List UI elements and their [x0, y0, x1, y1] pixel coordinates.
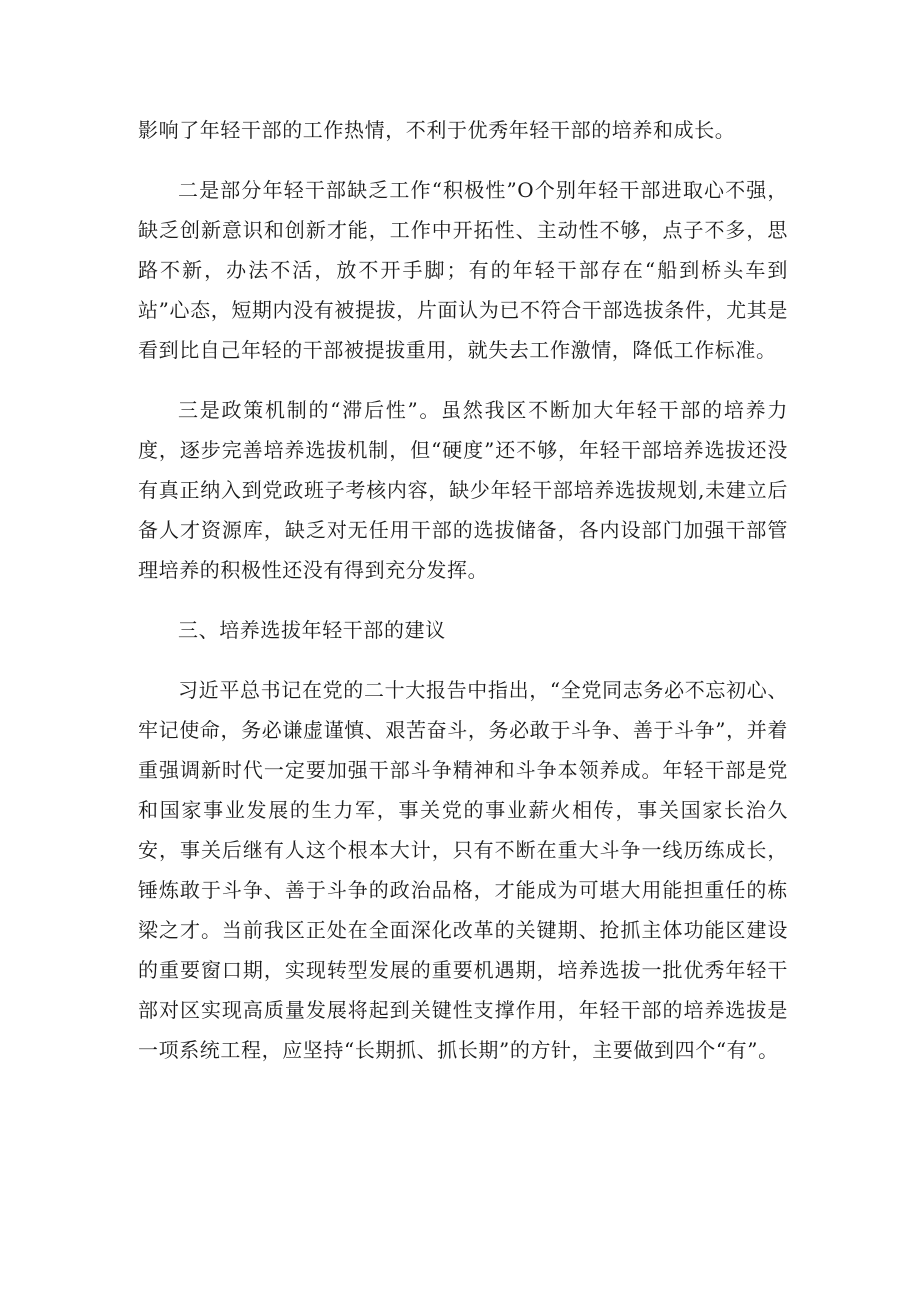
document-page: [138, 110, 788, 1070]
paragraph-recommendations: 习近平总书记在党的二十大报告中指出，“全党同志务必不忘初心、牢记使命，务必谦虚谨慎、艰苦奋斗，务必敢于斗争、善于斗争”，并着重强调新时代一定要加强干部斗争精神和斗争本领养成。年轻干部是党和国家事业发展的生力军，事关党的事业薪火相传，事关国家长治久安，事关后继有人这个根本大计，只有不断在重大斗争一线历练成长，锤炼敢于斗争、善于斗争的政治品格，才能成为可堪大用能担重任的栋梁之才。当前我区正处在全面深化改革的关键期、抢抓主体功能区建设的重要窗口期，实现转型发展的重要机遇期，培养选拔一批优秀年轻干部对区实现高质量发展将起到关键性支撑作用，年轻干部的培养选拔是一项系统工程，应坚持“长期抓、抓长期”的方针，主要做到四个“有”。: [138, 678, 788, 1062]
paragraph-enthusiasm: 二是部分年轻干部缺乏工作“积极性”O个别年轻干部进取心不强，缺乏创新意识和创新才能，工作中开拓性、主动性不够，点子不多，思路不新，办法不活，放不开手脚；有的年轻干部存在“船到桥头车到站”心态，短期内没有被提拔，片面认为已不符合干部选拔条件，尤其是看到比自己年轻的干部被提拔重用，就失去工作激情，降低工作标准。: [138, 178, 788, 362]
section-heading: 三、培养选拔年轻干部的建议: [178, 618, 446, 642]
paragraph-continuation: 影响了年轻干部的工作热情，不利于优秀年轻干部的培养和成长。: [138, 118, 736, 142]
paragraph-policy-lag: 三是政策机制的“滞后性”。虽然我区不断加大年轻干部的培养力度，逐步完善培养选拔机制，但“硬度”还不够，年轻干部培养选拔还没有真正纳入到党政班子考核内容，缺少年轻干部培养选拔规划,未建立后备人才资源库，缺乏对无任用干部的选拔储备，各内设部门加强干部管理培养的积极性还没有得到充分发挥。: [138, 398, 788, 582]
